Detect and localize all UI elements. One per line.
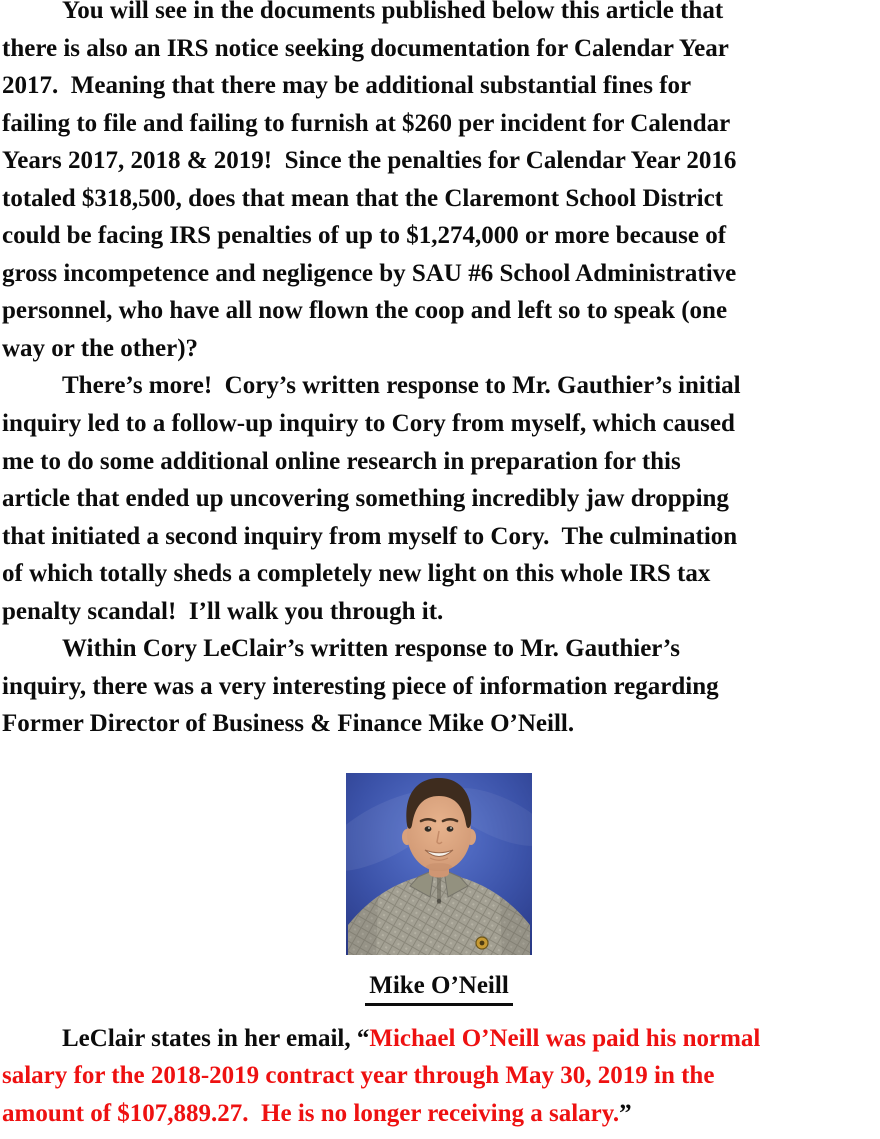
eye-right: [447, 826, 454, 831]
quote-black-text: LeClair states in her email, “: [62, 1024, 370, 1052]
quote-red-text: Michael O’Neill was paid his normal: [369, 1024, 761, 1052]
text-line: 2017. Meaning that there may be additional substantial fines for: [2, 72, 692, 100]
paragraph-theres-more: [2, 367, 876, 630]
text-line: way or the other)?: [2, 334, 199, 362]
text-line: gross incompetence and negligence by SAU #6 School Administrative: [2, 259, 737, 287]
text-line: there is also an IRS notice seeking documentation for Calendar Year: [2, 34, 729, 62]
text-line: failing to file and failing to furnish at $260 per incident for Calendar: [2, 109, 731, 137]
article-paragraphs: [2, 0, 876, 743]
text-line: personnel, who have all now flown the coop and left so to speak (one: [2, 297, 728, 325]
text-line: inquiry, there was a very interesting piece of information regarding: [2, 672, 719, 700]
photo-caption-row: [2, 972, 876, 1006]
text-line: me to do some additional online research in preparation for this: [2, 447, 681, 475]
text-line: of which totally sheds a completely new light on this whole IRS tax: [2, 560, 711, 588]
text-line: [2, 1095, 876, 1133]
paragraph-leclair-quote: [2, 1020, 876, 1133]
portrait-image: [346, 773, 532, 955]
text-line: could be facing IRS penalties of up to $1,274,000 or more because of: [2, 222, 727, 250]
mike-oneill-photo: [346, 773, 532, 955]
text-line: penalty scandal! I’ll walk you through it.: [2, 597, 444, 625]
text-line: totaled $318,500, does that mean that the Claremont School District: [2, 184, 723, 212]
photo-caption: Mike O’Neill: [365, 972, 513, 1006]
text-line: Former Director of Business & Finance Mike O’Neill.: [2, 710, 575, 738]
text-line: [2, 1020, 876, 1058]
shirt-button: [437, 899, 441, 903]
quote-black-text: ”: [619, 1100, 632, 1128]
quote-red-text: salary for the 2018-2019 contract year through May 30, 2019 in the: [2, 1062, 715, 1090]
text-line: Years 2017, 2018 & 2019! Since the penalties for Calendar Year 2016: [2, 147, 737, 175]
text-line: article that ended up uncovering something incredibly jaw dropping: [2, 485, 729, 513]
eye-left: [425, 826, 432, 831]
shirt-logo: [476, 937, 488, 949]
text-line: You will see in the documents published below this article that: [62, 0, 724, 24]
paragraph-irs-notice: [2, 0, 876, 367]
text-line: inquiry led to a follow-up inquiry to Cory from myself, which caused: [2, 410, 735, 438]
text-line: [2, 1057, 876, 1095]
text-line: Within Cory LeClair’s written response to Mr. Gauthier’s: [62, 635, 680, 663]
quote-red-text: amount of $107,889.27. He is no longer receiving a salary.: [2, 1100, 620, 1128]
text-line: There’s more! Cory’s written response to Mr. Gauthier’s initial: [62, 372, 741, 400]
paragraph-within-cory: [2, 630, 876, 743]
text-line: that initiated a second inquiry from myself to Cory. The culmination: [2, 522, 738, 550]
